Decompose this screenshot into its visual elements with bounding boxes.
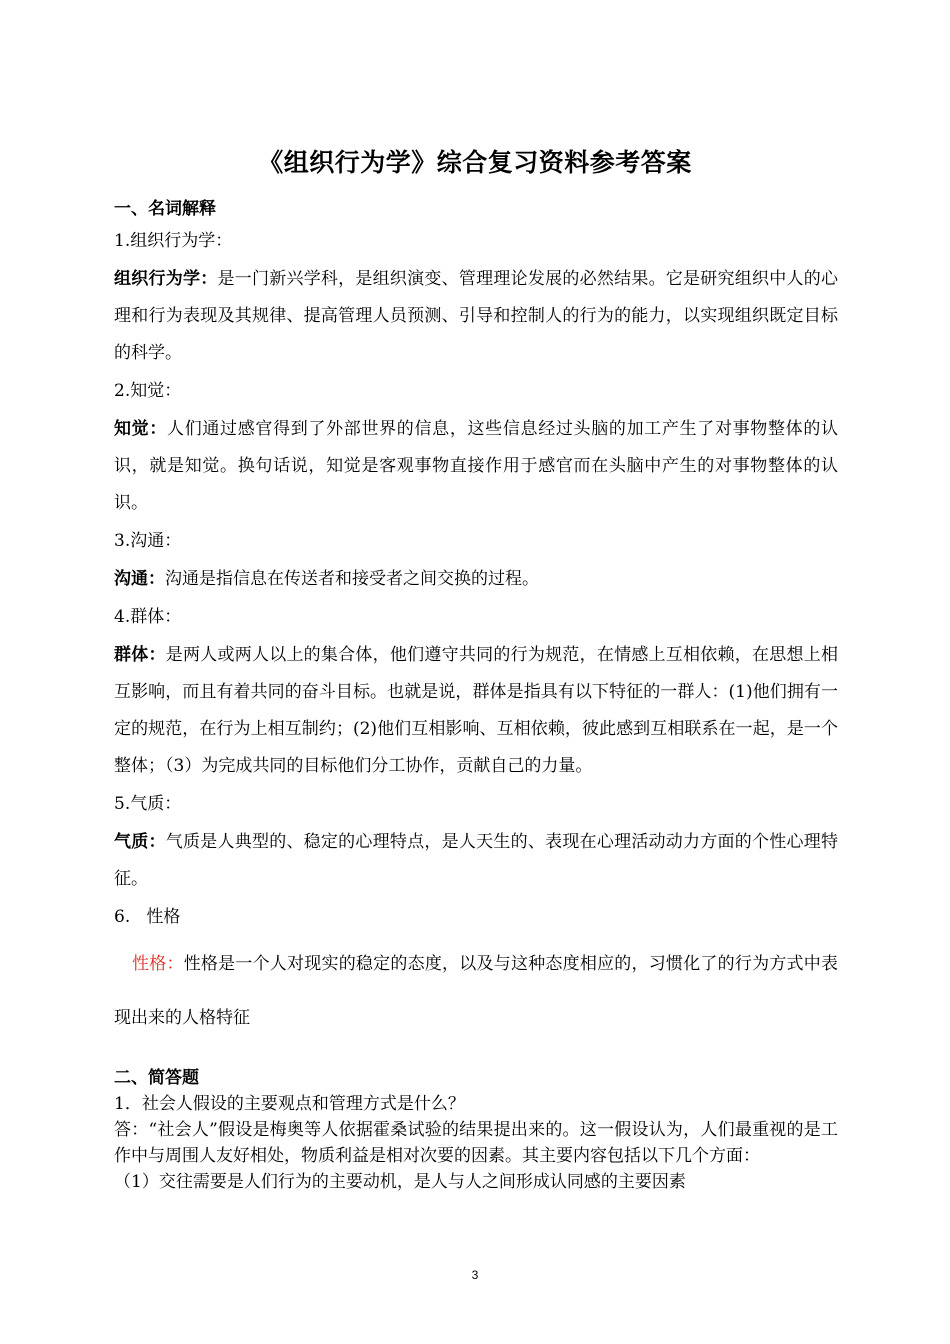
section-heading-definitions: 一、名词解释 [114, 199, 216, 219]
term-heading-group: 4.群体： [114, 607, 182, 627]
term-heading-communication: 3.沟通： [114, 531, 182, 551]
term-label: 组织行为学： [114, 269, 218, 289]
term-heading-temperament: 5.气质： [114, 794, 182, 814]
definition-org-behavior [114, 261, 838, 372]
definition-text: 是两人或两人以上的集合体，他们遵守共同的行为规范，在情感上互相依赖，在思想上相互影响，而且有着共同的奋斗目标。也就是说，群体是指具有以下特征的一群人：(1)他们拥有一定的规范，在行为上相互制约；(2)他们互相影响、互相依赖，彼此感到互相联系在一起，是一个整体；（3）为完成共同的目标他们分工协作，贡献自己的力量。 [114, 645, 839, 776]
term-label: 气质： [114, 832, 166, 852]
term-label-highlighted: 性格： [132, 954, 184, 974]
section-heading-short-answer: 二、简答题 [114, 1068, 199, 1088]
term-label: 群体： [114, 645, 166, 665]
definition-text: 人们通过感官得到了外部世界的信息，这些信息经过头脑的加工产生了对事物整体的认识，就是知觉。换句话说，知觉是客观事物直接作用于感官而在头脑中产生的对事物整体的认识。 [114, 419, 839, 513]
term-heading-character: 6. 性格 [114, 907, 181, 927]
definition-text: 沟通是指信息在传送者和接受者之间交换的过程。 [165, 569, 539, 589]
definition-text: 是一门新兴学科，是组织演变、管理理论发展的必然结果。它是研究组织中人的心理和行为表现及其规律、提高管理人员预测、引导和控制人的行为的能力，以实现组织既定目标的科学。 [114, 269, 839, 363]
term-heading-org-behavior: 1.组织行为学： [114, 231, 233, 251]
answer-point-1: （1）交往需要是人们行为的主要动机，是人与人之间形成认同感的主要因素 [114, 1172, 686, 1192]
answer-text: 答：“社会人”假设是梅奥等人依据霍桑试验的结果提出来的。这一假设认为，人们最重视的是工作中与周围人友好相处，物质利益是相对次要的因素。其主要内容包括以下几个方面： [114, 1120, 838, 1166]
definition-text: 气质是人典型的、稳定的心理特点，是人天生的、表现在心理活动动力方面的个性心理特征。 [114, 832, 839, 889]
definition-group [114, 637, 838, 785]
document-title: 《组织行为学》综合复习资料参考答案 [258, 148, 692, 177]
term-label: 知觉： [114, 419, 168, 439]
definition-perception [114, 411, 838, 522]
definition-text: 性格是一个人对现实的稳定的态度，以及与这种态度相应的，习惯化了的行为方式中表现出来的人格特征 [114, 954, 839, 1028]
question-text: 1．社会人假设的主要观点和管理方式是什么？ [114, 1094, 465, 1114]
term-heading-perception: 2.知觉： [114, 381, 182, 401]
definition-temperament [114, 824, 838, 898]
definition-character [114, 937, 838, 1045]
term-label: 沟通： [114, 569, 165, 589]
section-short-answer [114, 1065, 838, 1195]
page-number: 3 [471, 1268, 479, 1282]
definition-communication [114, 561, 838, 598]
document-body [114, 196, 838, 1195]
